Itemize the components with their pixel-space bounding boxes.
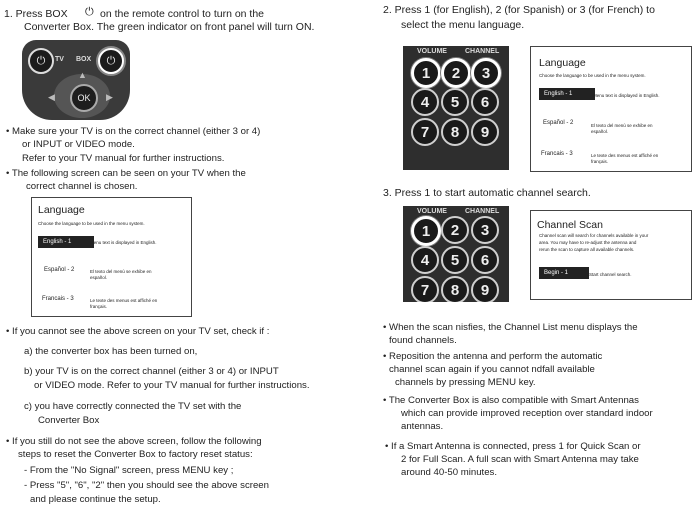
tv-power-icon: ⏻ <box>28 48 54 74</box>
language-title: Language <box>38 204 85 216</box>
key-2-icon: 2 <box>441 58 471 88</box>
ok-button-icon: OK <box>70 84 98 112</box>
option-english-desc: Menu text is displayed in English. <box>593 93 660 98</box>
option-francais-desc: Le texte des menus est affiché en français. <box>591 153 659 164</box>
box-label: BOX <box>76 56 92 63</box>
option-english-desc: Menu text is displayed in English. <box>90 240 157 245</box>
begin-scan-option: Begin - 1 <box>539 267 589 279</box>
scan-desc-1: Channel scan will search for channels available in your <box>539 233 649 238</box>
bullet-reposition-3: channels by pressing MENU key. <box>395 377 536 388</box>
key-4-icon: 4 <box>411 246 439 274</box>
bullet-screen-seen: • The following screen can be seen on your TV when the <box>6 168 246 179</box>
key-8-icon: 8 <box>441 276 469 302</box>
channel-label: CHANNEL <box>465 208 500 215</box>
option-espanol: Español - 2 <box>44 267 75 273</box>
step2-line1: 2. Press 1 (for English), 2 (for Spanish) or 3 (for French) to <box>383 4 655 16</box>
step1-line2: Converter Box. The green indicator on front panel will turn ON. <box>24 21 315 33</box>
language-subtitle: Choose the language to be used in the menu system. <box>539 73 646 78</box>
key-9-icon: 9 <box>471 118 499 146</box>
box-power-icon: ⏻ <box>98 48 124 74</box>
key-1-icon: 1 <box>411 58 441 88</box>
key-6-icon: 6 <box>471 88 499 116</box>
key-4-icon: 4 <box>411 88 439 116</box>
bullet-quick-full-scan-2: 2 for Full Scan. A full scan with Smart Antenna may take <box>401 454 639 465</box>
language-screen-left <box>31 197 192 317</box>
bullet-smart-antenna: • The Converter Box is also compatible with Smart Antennas <box>383 395 639 406</box>
option-english: English - 1 <box>539 88 595 100</box>
bullet-reset-2: steps to reset the Converter Box to factory reset status: <box>18 449 253 460</box>
volume-label: VOLUME <box>417 208 447 215</box>
option-francais: Francais - 3 <box>541 151 573 157</box>
channel-scan-screen <box>530 210 692 300</box>
language-screen-right <box>530 46 692 172</box>
reset-step-2: - Press "5", "6", "2" then you should see the above screen <box>24 480 269 491</box>
step1-title-rest: on the remote control to turn on the <box>100 8 265 20</box>
bullet-reposition-2: channel scan again if you cannot ndfall available <box>389 364 595 375</box>
scan-title: Channel Scan <box>537 219 603 231</box>
key-3-icon: 3 <box>471 58 501 88</box>
bullet-smart-antenna-2: which can provide improved reception over standard indoor <box>401 408 653 419</box>
bullet-quick-full-scan-3: around 40-50 minutes. <box>401 467 497 478</box>
check-a: a) the converter box has been turned on, <box>24 346 198 357</box>
key-5-icon: 5 <box>441 88 469 116</box>
arrow-left-icon: ◀ <box>48 92 55 102</box>
option-english: English - 1 <box>38 236 94 248</box>
step2-line2: select the menu language. <box>401 19 525 31</box>
bullet-reposition: • Reposition the antenna and perform the automatic <box>383 351 603 362</box>
option-francais-desc: Le texte des menus est affiché en français. <box>90 298 158 309</box>
key-9-icon: 9 <box>471 276 499 302</box>
key-3-icon: 3 <box>471 216 499 244</box>
bullet-check-channel: • Make sure your TV is on the correct channel (either 3 or 4) <box>6 126 261 137</box>
scan-desc-3: rerun the scan to capture all available channels. <box>539 247 635 252</box>
bullet-cannot-see: • If you cannot see the above screen on your TV set, check if : <box>6 326 270 337</box>
option-francais: Francais - 3 <box>42 296 74 302</box>
bullet-reset: • If you still do not see the above screen, follow the following <box>6 436 262 447</box>
keypad-image-language <box>403 46 509 170</box>
key-7-icon: 7 <box>411 118 439 146</box>
key-1-icon: 1 <box>411 216 441 246</box>
key-6-icon: 6 <box>471 246 499 274</box>
key-2-icon: 2 <box>441 216 469 244</box>
option-espanol: Español - 2 <box>543 120 574 126</box>
option-espanol-desc: El texto del menú se exhibe en español. <box>591 123 653 134</box>
keypad-image-scan <box>403 206 509 302</box>
key-7-icon: 7 <box>411 276 439 302</box>
arrow-up-icon: ▲ <box>78 70 87 80</box>
step3-title: 3. Press 1 to start automatic channel search. <box>383 187 591 199</box>
language-subtitle: Choose the language to be used in the menu system. <box>38 221 145 226</box>
bullet-check-channel-2: or INPUT or VIDEO mode. <box>22 139 135 150</box>
bullet-scan-finishes: • When the scan nisfies, the Channel List menu displays the <box>383 322 638 333</box>
scan-desc-2: area. You may have to re-adjust the antenna and <box>539 240 637 245</box>
bullet-screen-seen-2: correct channel is chosen. <box>26 181 138 192</box>
check-b: b) your TV is on the correct channel (either 3 or 4) or INPUT <box>24 366 279 377</box>
check-c-2: Converter Box <box>38 415 100 426</box>
step1-title: 1. Press BOX <box>4 8 68 20</box>
remote-control-image <box>22 40 130 120</box>
language-title: Language <box>539 57 586 69</box>
bullet-check-channel-3: Refer to your TV manual for further instructions. <box>22 153 225 164</box>
volume-label: VOLUME <box>417 48 447 55</box>
reset-step-2b: and please continue the setup. <box>30 494 161 505</box>
key-5-icon: 5 <box>441 246 469 274</box>
begin-scan-desc: Start channel search. <box>589 272 632 277</box>
channel-label: CHANNEL <box>465 48 500 55</box>
check-b-2: or VIDEO mode. Refer to your TV manual for further instructions. <box>34 380 310 391</box>
arrow-right-icon: ▶ <box>106 92 113 102</box>
key-8-icon: 8 <box>441 118 469 146</box>
tv-label: TV <box>55 56 64 63</box>
check-c: c) you have correctly connected the TV set with the <box>24 401 242 412</box>
power-icon: ⏻ <box>85 6 94 18</box>
bullet-smart-antenna-3: antennas. <box>401 421 444 432</box>
option-espanol-desc: El texto del menú se exhibe en español. <box>90 269 152 280</box>
bullet-quick-full-scan: • If a Smart Antenna is connected, press 1 for Quick Scan or <box>385 441 641 452</box>
bullet-scan-finishes-2: found channels. <box>389 335 457 346</box>
reset-step-1: - From the "No Signal" screen, press MENU key ; <box>24 465 234 476</box>
